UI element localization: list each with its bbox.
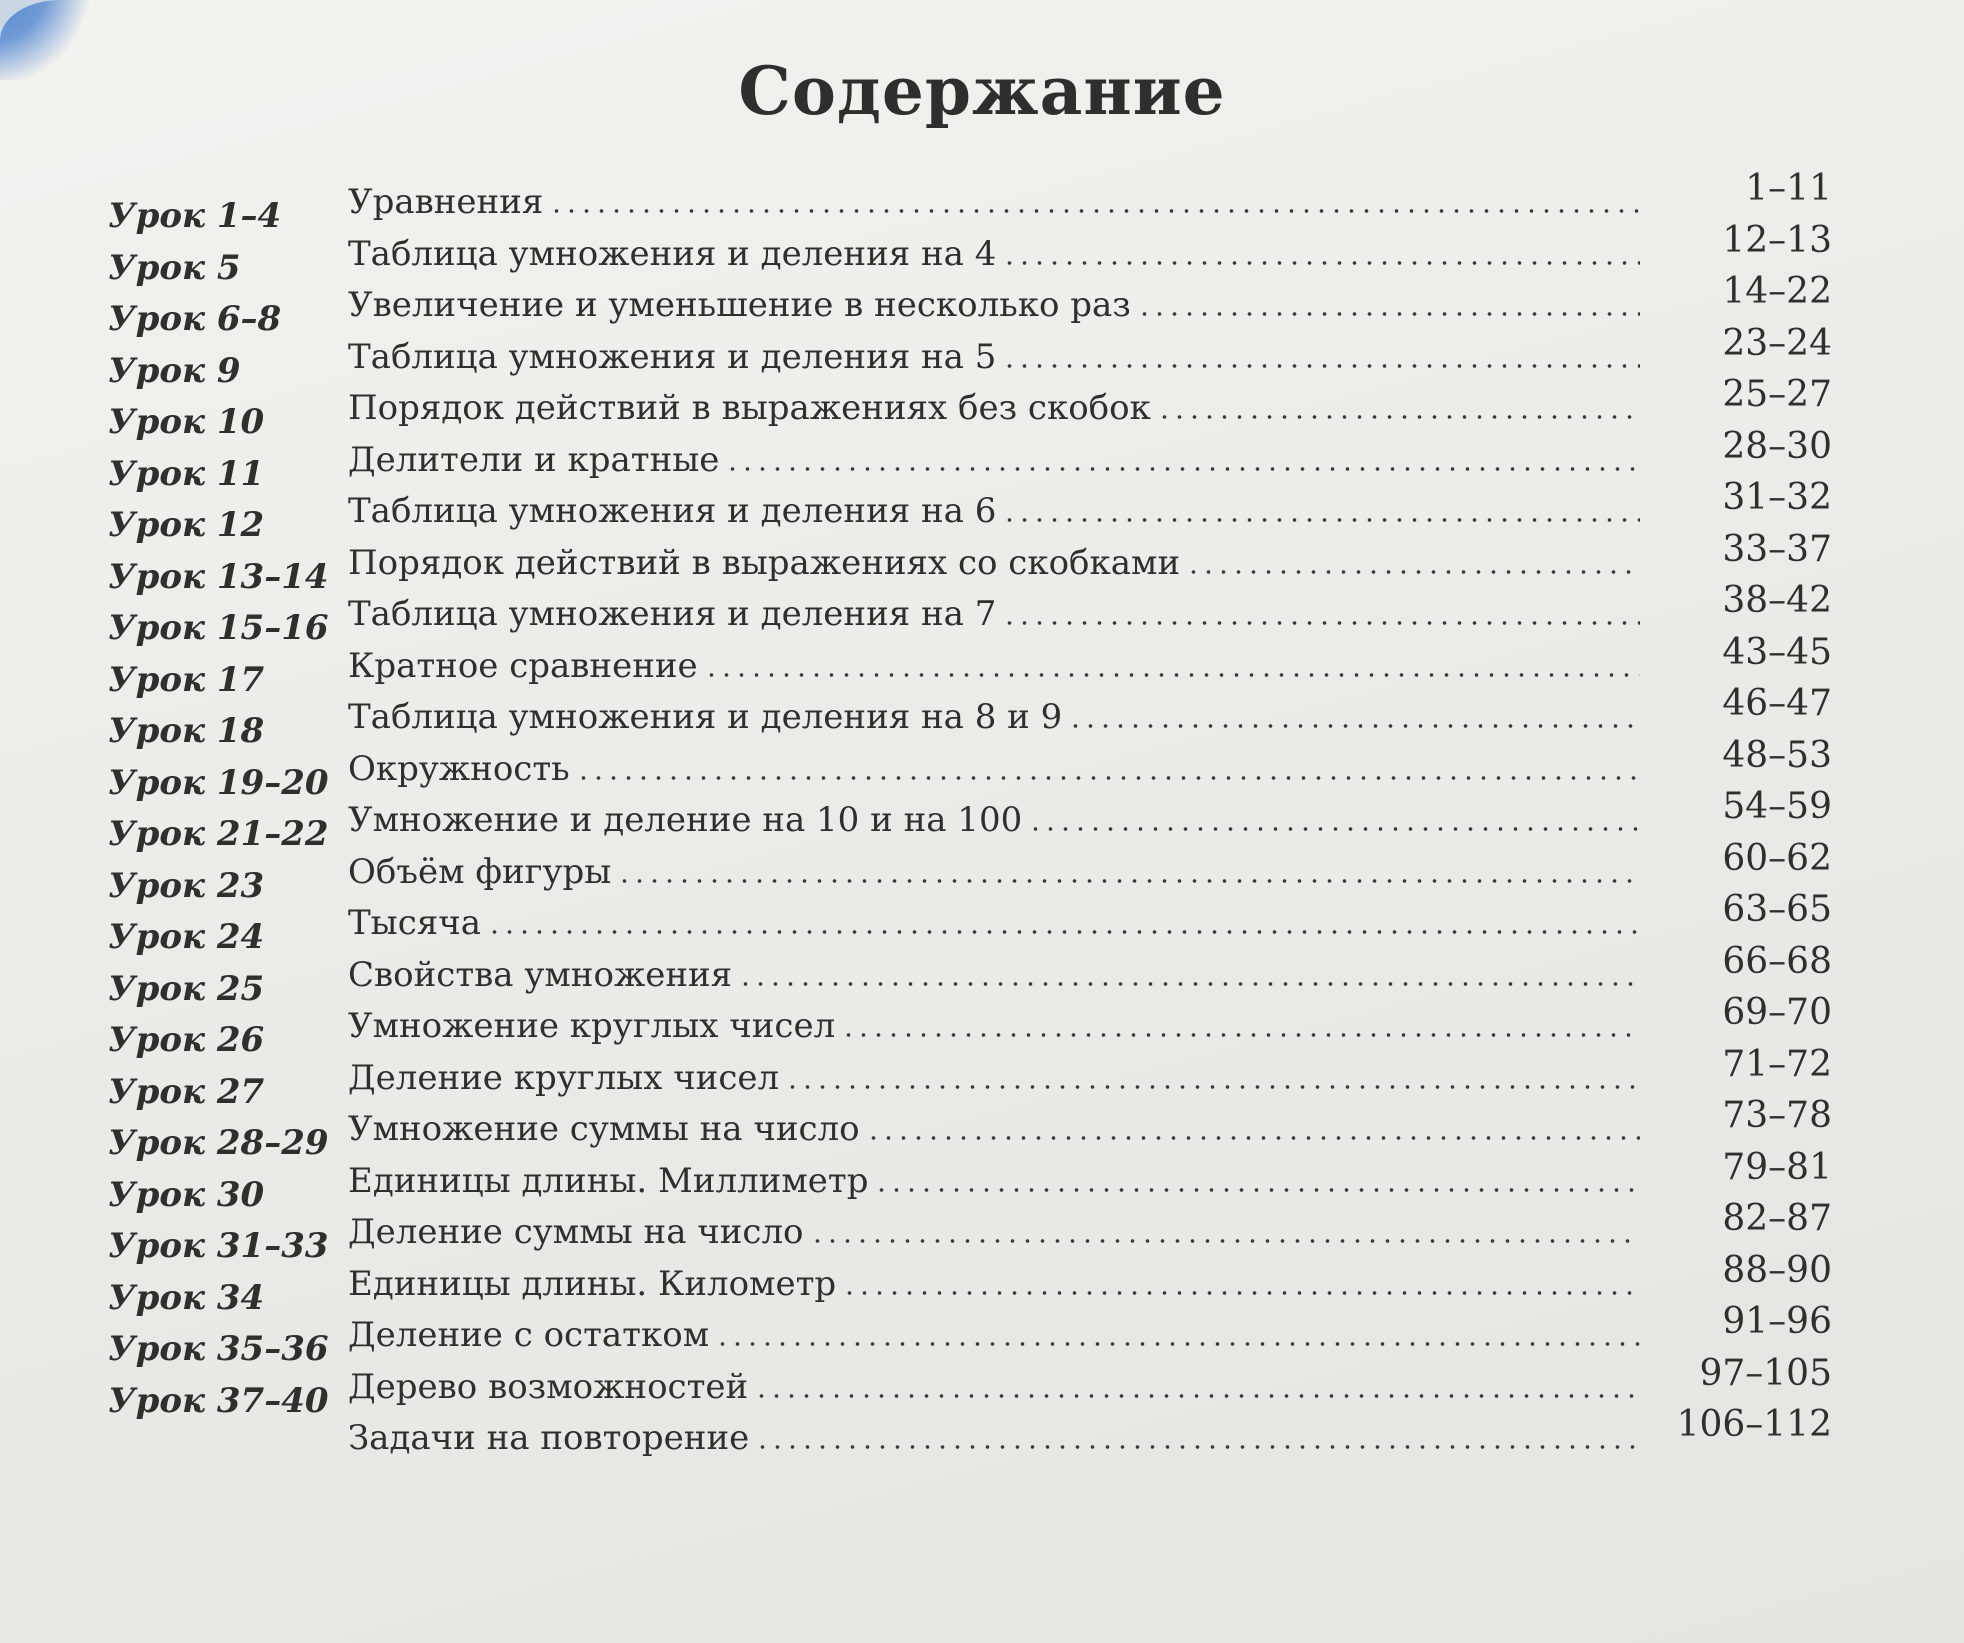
topic-title: Увеличение и уменьшение в несколько раз — [348, 285, 1131, 325]
toc-row — [0, 1404, 1964, 1464]
lesson-number: Урок 21–22 — [108, 814, 329, 854]
dot-leader — [549, 206, 1640, 216]
dot-leader — [1002, 361, 1640, 371]
toc-row — [0, 425, 1964, 494]
toc-row — [0, 271, 1964, 339]
lesson-number: Урок 6–8 — [108, 299, 282, 339]
toc-entry — [348, 1311, 1640, 1355]
lesson-number: Урок 35–36 — [108, 1329, 329, 1369]
lesson-number: Урок 30 — [108, 1174, 265, 1215]
lesson-number: Урок 13–14 — [108, 556, 329, 597]
lesson-number: Урок 18 — [108, 711, 265, 751]
toc-entry — [348, 745, 1640, 789]
topic-title: Порядок действий в выражениях со скобками — [348, 542, 1181, 583]
topic-title: Дерево возможностей — [348, 1366, 749, 1407]
toc-row — [0, 631, 1964, 700]
toc-row — [0, 734, 1964, 803]
dot-leader — [1002, 515, 1640, 525]
page-range: 73–78 — [1722, 1095, 1832, 1136]
dot-leader — [1002, 618, 1640, 628]
toc-row — [0, 1301, 1964, 1369]
page-range: 63–65 — [1722, 889, 1832, 930]
dot-leader — [1157, 412, 1640, 422]
topic-title: Умножение суммы на число — [348, 1109, 860, 1149]
lesson-number: Урок 37–40 — [108, 1380, 329, 1421]
lesson-number: Урок 11 — [108, 453, 265, 494]
lesson-number: Урок 23 — [108, 865, 265, 906]
toc-entry — [348, 1363, 1640, 1407]
page-range: 91–96 — [1722, 1301, 1832, 1342]
toc-entry — [348, 539, 1640, 583]
toc-row — [0, 168, 1964, 236]
lesson-number: Урок 19–20 — [108, 762, 329, 803]
toc-entry — [348, 384, 1640, 428]
toc-row — [0, 1146, 1964, 1215]
dot-leader — [755, 1442, 1640, 1452]
toc-row — [0, 1352, 1964, 1421]
dot-leader — [754, 1391, 1640, 1401]
topic-title: Единицы длины. Миллиметр — [348, 1160, 869, 1201]
toc-entry — [348, 848, 1640, 892]
topic-title: Объём фигуры — [348, 851, 612, 892]
page-title: Содержание — [738, 52, 1226, 130]
toc-entry — [348, 796, 1640, 840]
topic-title: Таблица умножения и деления на 7 — [348, 594, 997, 634]
lesson-number: Урок 9 — [108, 350, 241, 391]
topic-title: Задачи на повторение — [348, 1418, 750, 1458]
topic-title: Умножение и деление на 10 и на 100 — [348, 800, 1023, 840]
dot-leader — [1068, 721, 1640, 731]
toc-entry — [348, 1208, 1640, 1252]
page-range: 23–24 — [1722, 322, 1832, 364]
toc-row — [0, 940, 1964, 1009]
dot-leader — [617, 876, 1640, 886]
page-range: 106–112 — [1676, 1404, 1832, 1445]
topic-title: Порядок действий в выражениях без скобок — [348, 388, 1151, 428]
topic-title: Деление суммы на число — [348, 1212, 804, 1252]
page-range: 48–53 — [1722, 734, 1832, 776]
lesson-number: Урок 5 — [108, 247, 241, 288]
topic-title: Тысяча — [348, 903, 481, 943]
page-range: 97–105 — [1699, 1352, 1832, 1394]
lesson-number: Урок 12 — [108, 505, 265, 545]
toc-entry — [348, 1054, 1640, 1098]
dot-leader — [785, 1082, 1640, 1092]
toc-entry — [348, 899, 1640, 943]
toc-entry — [348, 1414, 1640, 1458]
toc-row — [0, 374, 1964, 442]
toc-row — [0, 683, 1964, 751]
toc-entry — [348, 693, 1640, 737]
page-range: 1–11 — [1745, 168, 1832, 209]
topic-title: Единицы длины. Километр — [348, 1263, 837, 1304]
toc-entry — [348, 1105, 1640, 1149]
topic-title: Окружность — [348, 748, 570, 789]
toc-row — [0, 786, 1964, 854]
lesson-number: Урок 27 — [108, 1071, 265, 1112]
toc-row — [0, 1095, 1964, 1163]
page-range: 71–72 — [1722, 1043, 1832, 1085]
lesson-number: Урок 25 — [108, 968, 265, 1009]
toc-row — [0, 1043, 1964, 1112]
dot-leader — [725, 464, 1640, 474]
dot-leader — [576, 773, 1640, 783]
page-range: 88–90 — [1722, 1249, 1832, 1291]
toc-row — [0, 1249, 1964, 1318]
toc-entry — [348, 487, 1640, 531]
topic-title: Таблица умножения и деления на 8 и 9 — [348, 697, 1063, 737]
page-range: 69–70 — [1722, 992, 1832, 1033]
topic-title: Делители и кратные — [348, 439, 720, 480]
toc-entry — [348, 642, 1640, 686]
toc-row — [0, 477, 1964, 545]
page-range: 66–68 — [1722, 940, 1832, 982]
page-range: 33–37 — [1722, 528, 1832, 570]
dot-leader — [1186, 567, 1640, 577]
topic-title: Умножение круглых чисел — [348, 1006, 836, 1046]
toc-row — [0, 322, 1964, 391]
dot-leader — [841, 1030, 1640, 1040]
lesson-number: Урок 34 — [108, 1277, 265, 1318]
lesson-number: Урок 26 — [108, 1020, 265, 1060]
page-range: 43–45 — [1722, 631, 1832, 673]
page-range: 25–27 — [1722, 374, 1832, 415]
page-range: 82–87 — [1722, 1198, 1832, 1239]
page-range: 60–62 — [1722, 837, 1832, 879]
toc-row — [0, 528, 1964, 597]
dot-leader — [487, 927, 1640, 937]
dot-leader — [866, 1133, 1640, 1143]
lesson-number: Урок 1–4 — [108, 196, 282, 236]
lesson-number: Урок 31–33 — [108, 1226, 329, 1266]
toc-entry — [348, 1157, 1640, 1201]
dot-leader — [738, 979, 1640, 989]
dot-leader — [842, 1288, 1640, 1298]
page-range: 12–13 — [1722, 219, 1832, 261]
dot-leader — [1002, 258, 1640, 268]
topic-title: Кратное сравнение — [348, 645, 698, 686]
page-range: 14–22 — [1722, 271, 1832, 312]
dot-leader — [1028, 824, 1640, 834]
toc-row — [0, 837, 1964, 906]
toc-entry — [348, 281, 1640, 325]
page-range: 79–81 — [1722, 1146, 1832, 1188]
topic-title: Деление с остатком — [348, 1315, 710, 1355]
toc-row — [0, 219, 1964, 288]
toc-entry — [348, 230, 1640, 274]
page-range: 38–42 — [1722, 580, 1832, 621]
toc-entry — [348, 333, 1640, 377]
toc-row — [0, 1198, 1964, 1266]
toc-entry — [348, 1260, 1640, 1304]
dot-leader — [810, 1236, 1640, 1246]
topic-title: Свойства умножения — [348, 954, 733, 995]
lesson-number: Урок 10 — [108, 402, 265, 442]
lesson-number: Урок 24 — [108, 917, 265, 957]
toc-entry — [348, 951, 1640, 995]
toc-entry — [348, 178, 1640, 222]
page-range: 46–47 — [1722, 683, 1832, 724]
lesson-number: Урок 15–16 — [108, 608, 329, 648]
toc-entry — [348, 1002, 1640, 1046]
lesson-number: Урок 28–29 — [108, 1123, 329, 1163]
topic-title: Деление круглых чисел — [348, 1057, 780, 1098]
toc-entry — [348, 436, 1640, 480]
lesson-number: Урок 17 — [108, 659, 265, 700]
dot-leader — [874, 1185, 1640, 1195]
page-range: 31–32 — [1722, 477, 1832, 518]
topic-title: Таблица умножения и деления на 6 — [348, 491, 997, 531]
dot-leader — [1137, 309, 1640, 319]
dot-leader — [704, 670, 1640, 680]
topic-title: Таблица умножения и деления на 5 — [348, 336, 997, 377]
toc-row — [0, 889, 1964, 957]
dot-leader — [715, 1339, 1640, 1349]
toc-row — [0, 580, 1964, 648]
page-range: 54–59 — [1722, 786, 1832, 827]
topic-title: Уравнения — [348, 182, 544, 222]
toc-row — [0, 992, 1964, 1060]
toc-entry — [348, 590, 1640, 634]
topic-title: Таблица умножения и деления на 4 — [348, 233, 997, 274]
page-range: 28–30 — [1722, 425, 1832, 467]
